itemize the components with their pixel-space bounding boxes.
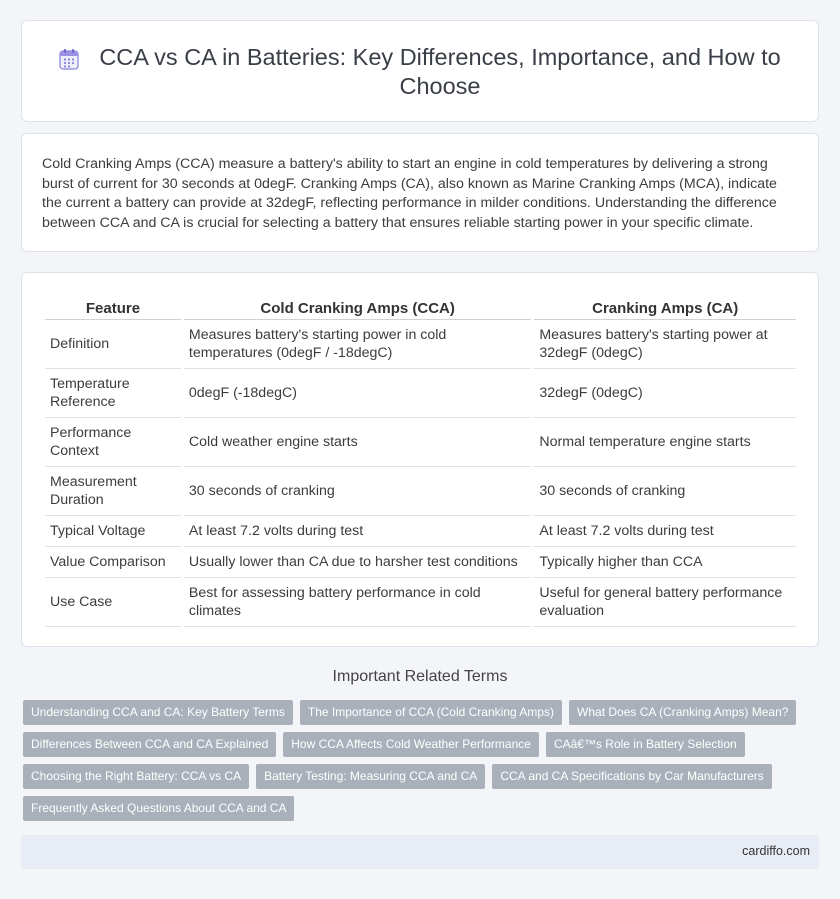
table-cell: At least 7.2 volts during test [534, 516, 796, 547]
comparison-table [42, 296, 799, 627]
intro-card [21, 133, 819, 252]
table-cell: Usually lower than CA due to harsher test conditions [184, 547, 531, 578]
table-cell: 30 seconds of cranking [534, 467, 796, 516]
table-cell: Use Case [45, 578, 181, 627]
comparison-table-card [21, 272, 819, 647]
column-header: Cranking Amps (CA) [534, 296, 796, 320]
column-header: Feature [45, 296, 181, 320]
related-terms-heading: Important Related Terms [332, 668, 508, 685]
related-terms-list [23, 700, 803, 828]
column-header: Cold Cranking Amps (CCA) [184, 296, 531, 320]
table-cell: 0degF (-18degC) [184, 369, 531, 418]
related-term-tag[interactable]: CCA and CA Specifications by Car Manufacturers [492, 764, 771, 789]
title-card [21, 20, 819, 122]
table-cell: At least 7.2 volts during test [184, 516, 531, 547]
table-cell: Performance Context [45, 418, 181, 467]
related-term-tag[interactable]: Differences Between CCA and CA Explained [23, 732, 276, 757]
table-cell: Measures battery's starting power at 32degF (0degC) [534, 320, 796, 369]
table-row [45, 467, 796, 516]
table-row [45, 547, 796, 578]
table-cell: Value Comparison [45, 547, 181, 578]
table-cell: Typically higher than CCA [534, 547, 796, 578]
table-cell: Temperature Reference [45, 369, 181, 418]
related-term-tag[interactable]: CAâ€™s Role in Battery Selection [546, 732, 745, 757]
related-term-tag[interactable]: How CCA Affects Cold Weather Performance [283, 732, 539, 757]
table-cell: Measures battery's starting power in cold temperatures (0degF / -18degC) [184, 320, 531, 369]
footer-site-link[interactable]: cardiffo.com [742, 844, 810, 858]
table-row [45, 516, 796, 547]
related-term-tag[interactable]: The Importance of CCA (Cold Cranking Amps) [300, 700, 562, 725]
table-cell: Definition [45, 320, 181, 369]
table-row [45, 320, 796, 369]
table-row [45, 418, 796, 467]
related-term-tag[interactable]: Battery Testing: Measuring CCA and CA [256, 764, 485, 789]
related-term-tag[interactable]: Choosing the Right Battery: CCA vs CA [23, 764, 249, 789]
table-cell: Typical Voltage [45, 516, 181, 547]
table-cell: Best for assessing battery performance in cold climates [184, 578, 531, 627]
intro-paragraph: Cold Cranking Amps (CCA) measure a battery's ability to start an engine in cold temperatures by delivering a strong burst of current for 30 seconds at 0degF. Cranking Amps (CA), also known as Marine Cranking Amps (MCA), indicate the current a battery can provide at 32degF, reflecting performance in milder conditions. Understanding the difference between CCA and CA is crucial for selecting a battery that ensures reliable starting power in your specific climate. [42, 156, 777, 231]
related-term-tag[interactable]: Frequently Asked Questions About CCA and CA [23, 796, 294, 821]
table-cell: Normal temperature engine starts [534, 418, 796, 467]
related-term-tag[interactable]: Understanding CCA and CA: Key Battery Terms [23, 700, 293, 725]
footer [21, 835, 819, 869]
table-cell: 30 seconds of cranking [184, 467, 531, 516]
table-row [45, 369, 796, 418]
table-cell: Measurement Duration [45, 467, 181, 516]
table-cell: 32degF (0degC) [534, 369, 796, 418]
table-cell: Cold weather engine starts [184, 418, 531, 467]
page-title: CCA vs CA in Batteries: Key Differences, Importance, and How to Choose [99, 44, 781, 99]
table-header-row [45, 296, 796, 320]
related-term-tag[interactable]: What Does CA (Cranking Amps) Mean? [569, 700, 796, 725]
table-row [45, 578, 796, 627]
table-cell: Useful for general battery performance evaluation [534, 578, 796, 627]
